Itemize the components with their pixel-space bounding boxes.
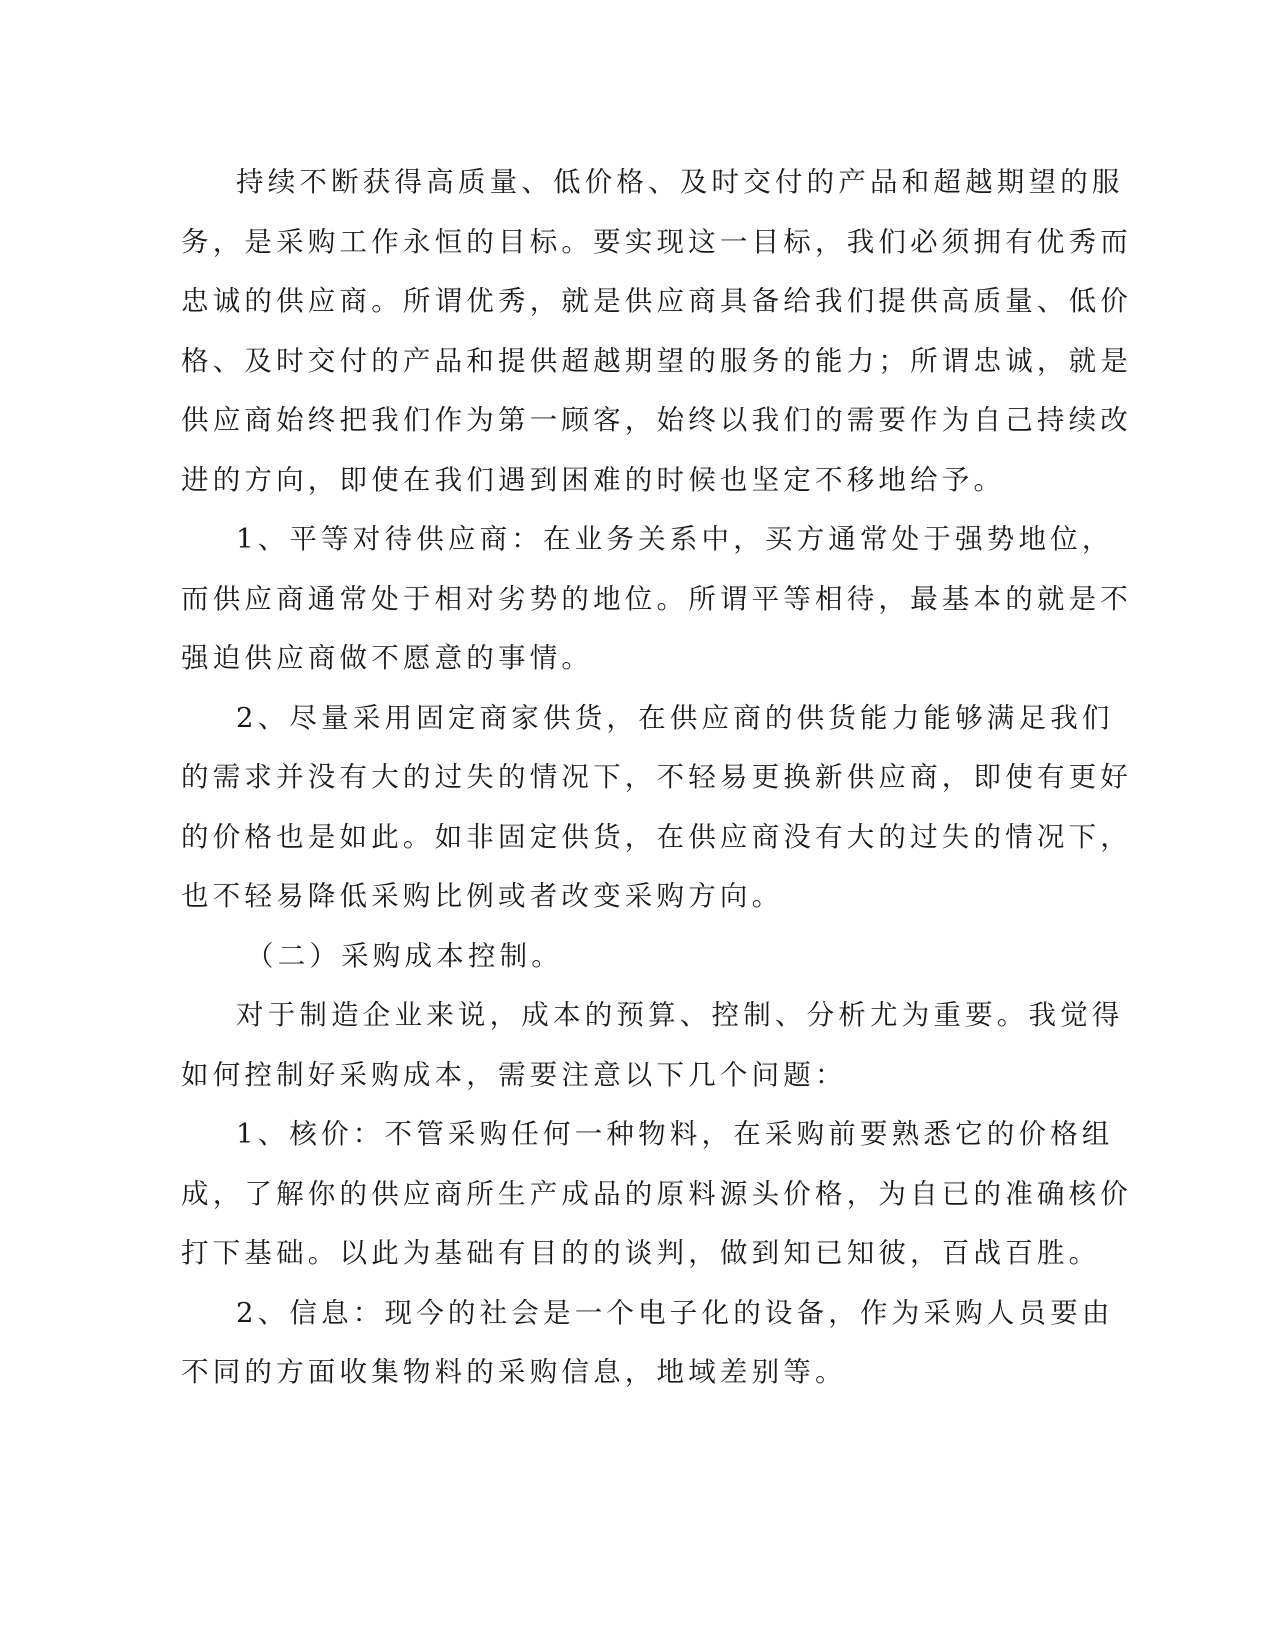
text-line: 2、信息：现今的社会是一个电子化的设备，作为采购人员要由 [236,1296,1114,1329]
paragraph-supplier-goal [181,153,1132,510]
document-body [181,153,1132,1403]
text-line: 成，了解你的供应商所生产成品的原料源头价格，为自已的准确核价 [181,1177,1132,1210]
text-line: 供应商始终把我们作为第一顾客，始终以我们的需要作为自己持续改 [181,404,1132,436]
text-line: 1、核价：不管采购任何一种物料，在采购前要熟悉它的价格组 [236,1118,1114,1150]
text-line: 打下基础。以此为基础有目的的谈判，做到知已知彼，百战百胜。 [181,1237,1101,1269]
text-line: 的价格也是如此。如非固定供货，在供应商没有大的过失的情况下， [181,820,1132,853]
text-line: 对于制造企业来说，成本的预算、控制、分析尤为重要。我觉得 [236,999,1124,1031]
text-line: 强迫供应商做不愿意的事情。 [181,642,594,674]
text-line: 而供应商通常处于相对劣势的地位。所谓平等相待，最基本的就是不 [181,582,1132,615]
paragraph-pricing [181,1105,1132,1284]
text-line: 2、尽量采用固定商家供货，在供应商的供货能力能够满足我们 [236,701,1114,734]
text-line: 务，是采购工作永恒的目标。要实现这一目标，我们必须拥有优秀而 [181,225,1132,258]
section-heading-cost-control [181,927,1041,987]
text-line: 也不轻易降低采购比例或者改变采购方向。 [181,880,784,912]
text-line: 如何控制好采购成本，需要注意以下几个问题： [181,1058,847,1091]
text-line: 的需求并没有大的过失的情况下，不轻易更换新供应商，即使有更好 [181,761,1132,793]
text-line: 1、平等对待供应商：在业务关系中，买方通常处于强势地位， [236,523,1114,555]
text-line: 进的方向，即使在我们遇到困难的时候也坚定不移地给予。 [181,463,1006,496]
paragraph-cost-intro [181,986,1124,1105]
paragraph-fixed-suppliers [181,689,1132,927]
text-line: （二）采购成本控制。 [246,939,563,972]
text-line: 不同的方面收集物料的采购信息，地域差别等。 [181,1356,847,1388]
text-line: 格、及时交付的产品和提供超越期望的服务的能力；所谓忠诚，就是 [181,344,1132,377]
text-line: 持续不断获得高质量、低价格、及时交付的产品和超越期望的服 [236,166,1124,198]
paragraph-equal-treatment [181,510,1132,689]
text-line: 忠诚的供应商。所谓优秀，就是供应商具备给我们提供高质量、低价 [181,285,1132,317]
paragraph-information [181,1284,1114,1403]
